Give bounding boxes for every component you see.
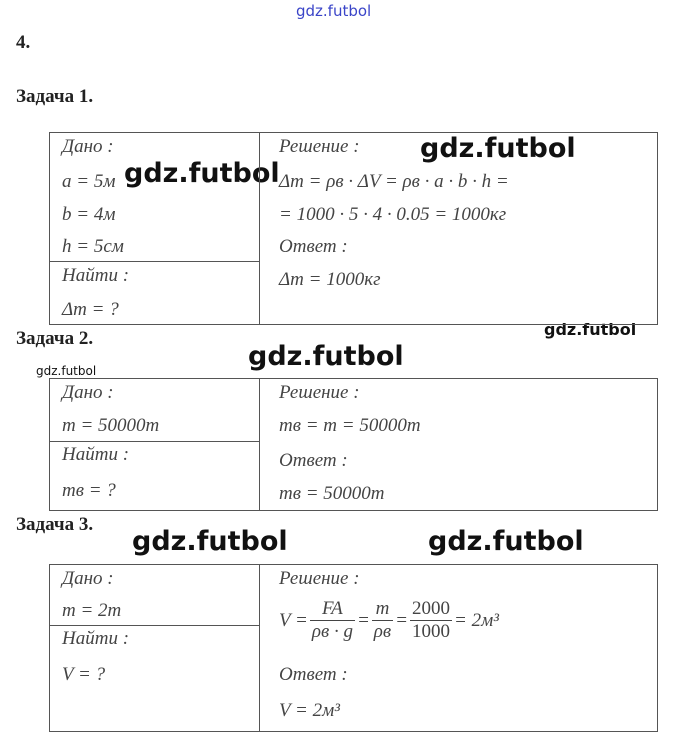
task-heading: Задача 2. — [16, 328, 94, 349]
watermark-top[interactable]: gdz.futbol — [296, 2, 372, 20]
solution-line: = 1000 · 5 · 4 · 0.05 = 1000кг — [279, 204, 507, 225]
fraction-numerator: 2000 — [412, 598, 450, 619]
exercise-number: 4. — [16, 32, 31, 53]
solution-label: Решение : — [279, 136, 360, 157]
find-label: Найти : — [62, 628, 130, 649]
fraction-denominator: 1000 — [412, 621, 450, 642]
find-label: Найти : — [62, 265, 130, 286]
watermark: gdz.futbol — [132, 526, 288, 557]
task-heading: Задача 1. — [16, 86, 94, 107]
answer-value: Δm = 1000кг — [279, 269, 381, 290]
watermark: gdz.futbol — [420, 133, 576, 164]
find-value: V = ? — [62, 664, 106, 685]
find-value: mв = ? — [62, 480, 116, 501]
find-value: Δm = ? — [62, 299, 119, 320]
answer-value: mв = 50000т — [279, 483, 385, 504]
fraction — [372, 598, 393, 643]
given-value: h = 5см — [62, 236, 124, 257]
formula-result: = 2м³ — [454, 609, 499, 631]
equals-sign: = — [356, 609, 370, 631]
fraction-denominator: ρв — [373, 621, 392, 642]
fraction — [310, 598, 355, 643]
watermark: gdz.futbol — [544, 320, 637, 339]
equals-sign: = — [395, 609, 408, 631]
given-value: a = 5м — [62, 171, 116, 192]
given-label: Дано : — [62, 382, 114, 403]
task-table — [49, 132, 658, 325]
answer-label: Ответ : — [279, 664, 348, 685]
solution-formula — [279, 598, 499, 643]
find-label: Найти : — [62, 444, 130, 465]
solution-line: Δm = ρв · ΔV = ρв · a · b · h = — [279, 171, 509, 192]
given-value: m = 2т — [62, 600, 122, 621]
answer-label: Ответ : — [279, 236, 348, 257]
fraction-numerator: m — [372, 598, 393, 621]
answer-label: Ответ : — [279, 450, 348, 471]
given-value: m = 50000т — [62, 415, 160, 436]
formula-lhs: V = — [279, 609, 308, 631]
given-value: b = 4м — [62, 204, 116, 225]
fraction-numerator: FA — [310, 598, 355, 621]
solution-line: mв = m = 50000т — [279, 415, 421, 436]
task-heading: Задача 3. — [16, 514, 94, 535]
answer-value: V = 2м³ — [279, 700, 340, 721]
fraction — [410, 598, 452, 643]
watermark: gdz.futbol — [248, 341, 404, 372]
watermark: gdz.futbol — [124, 158, 280, 189]
solution-label: Решение : — [279, 568, 360, 589]
watermark: gdz.futbol — [428, 526, 584, 557]
solution-label: Решение : — [279, 382, 360, 403]
given-label: Дано : — [62, 568, 114, 589]
watermark: gdz.futbol — [36, 364, 97, 378]
fraction-denominator: ρв · g — [311, 621, 353, 642]
given-label: Дано : — [62, 136, 114, 157]
